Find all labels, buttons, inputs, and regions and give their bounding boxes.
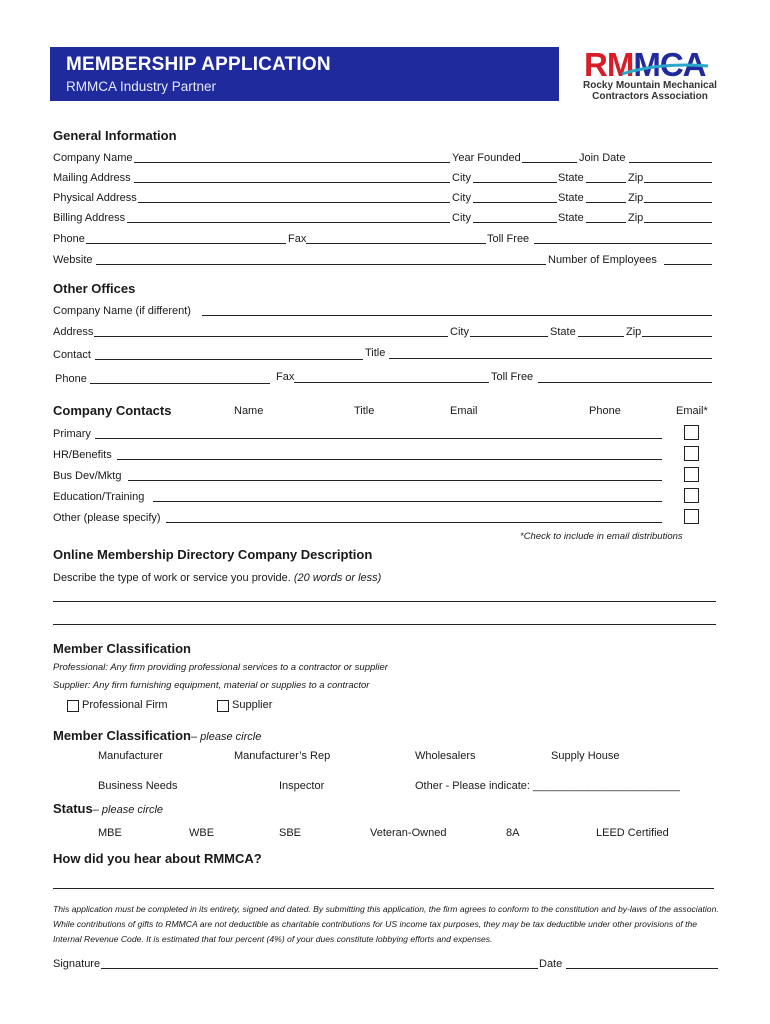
status-mbe[interactable]: MBE [98, 827, 122, 839]
status-wbe[interactable]: WBE [189, 827, 215, 839]
other-city-field[interactable] [470, 336, 548, 337]
mailing-address-label: Mailing Address [53, 172, 131, 184]
other-fax-label: Fax [276, 371, 295, 383]
classification-circle-hint: – please circle [191, 731, 262, 743]
year-founded-label: Year Founded [452, 152, 521, 164]
toll-free-label: Toll Free [487, 233, 530, 245]
directory-prompt-text: Describe the type of work or service you provide. [53, 572, 291, 584]
mailing-state-field[interactable] [586, 182, 626, 183]
employees-field[interactable] [664, 264, 712, 265]
company-name-field[interactable] [134, 162, 450, 163]
contact-hr-field[interactable] [117, 459, 662, 460]
status-sbe[interactable]: SBE [279, 827, 302, 839]
col-phone: Phone [589, 405, 621, 417]
contact-primary-email-checkbox[interactable] [684, 425, 699, 440]
website-label: Website [53, 254, 93, 266]
other-phone-field[interactable] [90, 383, 270, 384]
other-contact-label: Contact [53, 349, 91, 361]
option-manufacturer[interactable]: Manufacturer [98, 750, 163, 762]
email-note: *Check to include in email distributions [520, 531, 683, 542]
fax-label: Fax [288, 233, 307, 245]
referral-field[interactable] [53, 888, 714, 889]
member-classification-heading: Member Classification [53, 641, 191, 656]
logo-caption-line1: Rocky Mountain Mechanical [583, 80, 717, 91]
mailing-state-label: State [558, 172, 584, 184]
supplier-checkbox[interactable] [217, 700, 229, 712]
other-title-field[interactable] [389, 358, 712, 359]
directory-heading: Online Membership Directory Company Description [53, 547, 373, 562]
mailing-city-field[interactable] [473, 182, 557, 183]
supplier-label: Supplier [232, 699, 273, 711]
employees-label: Number of Employees [548, 254, 657, 266]
billing-city-field[interactable] [473, 222, 557, 223]
col-name: Name [234, 405, 264, 417]
supplier-definition: Supplier: Any firm furnishing equipment, material or supplies to a contractor [53, 680, 370, 691]
contact-education-email-checkbox[interactable] [684, 488, 699, 503]
directory-line-2[interactable] [53, 624, 716, 625]
professional-firm-checkbox[interactable] [67, 700, 79, 712]
contact-row-label: HR/Benefits [53, 449, 112, 461]
other-phone-label: Phone [55, 373, 87, 385]
other-company-name-field[interactable] [202, 315, 712, 316]
contact-row-label: Primary [53, 428, 91, 440]
other-address-label: Address [53, 326, 94, 338]
form-title: MEMBERSHIP APPLICATION [66, 54, 331, 75]
billing-zip-field[interactable] [644, 222, 712, 223]
option-other[interactable]: Other - Please indicate: ________________________ [415, 780, 680, 792]
general-info-heading: General Information [53, 128, 177, 143]
physical-address-label: Physical Address [53, 192, 137, 204]
join-date-field[interactable] [629, 162, 712, 163]
contact-row-label: Education/Training [53, 491, 145, 503]
other-state-label: State [550, 326, 576, 338]
directory-line-1[interactable] [53, 601, 716, 602]
physical-zip-label: Zip [628, 192, 644, 204]
billing-state-label: State [558, 212, 584, 224]
phone-label: Phone [53, 233, 85, 245]
contact-other-field[interactable] [166, 522, 662, 523]
physical-city-label: City [452, 192, 471, 204]
mailing-address-field[interactable] [134, 182, 450, 183]
other-company-name-label: Company Name (if different) [53, 305, 191, 317]
contact-primary-field[interactable] [95, 438, 662, 439]
mailing-zip-field[interactable] [644, 182, 712, 183]
logo-mca-text: MCA [633, 46, 706, 83]
physical-state-field[interactable] [586, 202, 626, 203]
professional-firm-label: Professional Firm [82, 699, 168, 711]
option-inspector[interactable]: Inspector [279, 780, 325, 792]
company-contacts-heading: Company Contacts [53, 403, 172, 418]
date-field[interactable] [566, 968, 718, 969]
other-title-label: Title [365, 347, 386, 359]
col-title: Title [354, 405, 375, 417]
contact-row-label: Bus Dev/Mktg [53, 470, 122, 482]
signature-label: Signature [53, 958, 101, 970]
status-8a[interactable]: 8A [506, 827, 520, 839]
professional-definition: Professional: Any firm providing professional services to a contractor or supplier [53, 662, 388, 673]
date-label: Date [539, 958, 563, 970]
classification-circle-title: Member Classification [53, 728, 191, 743]
status-leed[interactable]: LEED Certified [596, 827, 669, 839]
status-hint: – please circle [92, 804, 164, 816]
contact-hr-email-checkbox[interactable] [684, 446, 699, 461]
classification-circle-heading [53, 727, 261, 745]
fax-field[interactable] [306, 243, 486, 244]
logo-rm-text: RM [584, 46, 634, 83]
mailing-zip-label: Zip [628, 172, 644, 184]
status-heading [53, 800, 163, 818]
other-toll-free-field[interactable] [538, 382, 712, 383]
option-business-needs[interactable]: Business Needs [98, 780, 178, 792]
other-zip-label: Zip [626, 326, 642, 338]
directory-prompt [53, 572, 381, 584]
other-state-field[interactable] [578, 336, 624, 337]
contact-busdev-email-checkbox[interactable] [684, 467, 699, 482]
other-toll-free-label: Toll Free [491, 371, 534, 383]
billing-zip-label: Zip [628, 212, 644, 224]
col-email-check: Email* [676, 405, 708, 417]
form-subtitle: RMMCA Industry Partner [66, 79, 217, 94]
col-email: Email [450, 405, 478, 417]
option-manufacturers-rep[interactable]: Manufacturer’s Rep [234, 750, 331, 762]
referral-heading: How did you hear about RMMCA? [53, 851, 262, 866]
year-founded-field[interactable] [522, 162, 577, 163]
disclaimer-text: This application must be completed in its entirety, signed and dated. By submitting this application, the firm agrees to conform to the constitution and by-laws of the association. While contributions of gifts to RMMCA are not deductible as charitable contributions for US income tax purposes, they may be tax deductible under other provisions of the Internal Revenue Code. It is estimated that four percent (4%) of your dues constitute lobbying efforts and expenses. [53, 904, 719, 944]
option-wholesalers[interactable]: Wholesalers [415, 750, 476, 762]
billing-state-field[interactable] [586, 222, 626, 223]
company-name-label: Company Name [53, 152, 133, 164]
other-fax-field[interactable] [294, 382, 489, 383]
mailing-city-label: City [452, 172, 471, 184]
directory-limit: (20 words or less) [293, 572, 382, 584]
other-zip-field[interactable] [642, 336, 712, 337]
status-veteran-owned[interactable]: Veteran-Owned [370, 827, 447, 839]
logo-caption-line2: Contractors Association [592, 91, 708, 102]
physical-state-label: State [558, 192, 584, 204]
toll-free-field[interactable] [534, 243, 712, 244]
signature-field[interactable] [101, 968, 538, 969]
website-field[interactable] [96, 264, 546, 265]
physical-city-field[interactable] [473, 202, 557, 203]
other-contact-field[interactable] [95, 359, 363, 360]
physical-address-field[interactable] [138, 202, 450, 203]
billing-city-label: City [452, 212, 471, 224]
other-city-label: City [450, 326, 469, 338]
contact-row-label: Other (please specify) [53, 512, 161, 524]
contact-education-field[interactable] [153, 501, 662, 502]
physical-zip-field[interactable] [644, 202, 712, 203]
logo-caption [580, 80, 720, 102]
status-title: Status [53, 801, 93, 816]
logo-swoosh-icon [620, 60, 710, 80]
contact-other-email-checkbox[interactable] [684, 509, 699, 524]
contact-busdev-field[interactable] [128, 480, 662, 481]
phone-field[interactable] [86, 243, 286, 244]
option-supply-house[interactable]: Supply House [551, 750, 620, 762]
other-address-field[interactable] [94, 336, 448, 337]
billing-address-field[interactable] [127, 222, 450, 223]
billing-address-label: Billing Address [53, 212, 126, 224]
join-date-label: Join Date [579, 152, 626, 164]
other-offices-heading: Other Offices [53, 281, 136, 296]
